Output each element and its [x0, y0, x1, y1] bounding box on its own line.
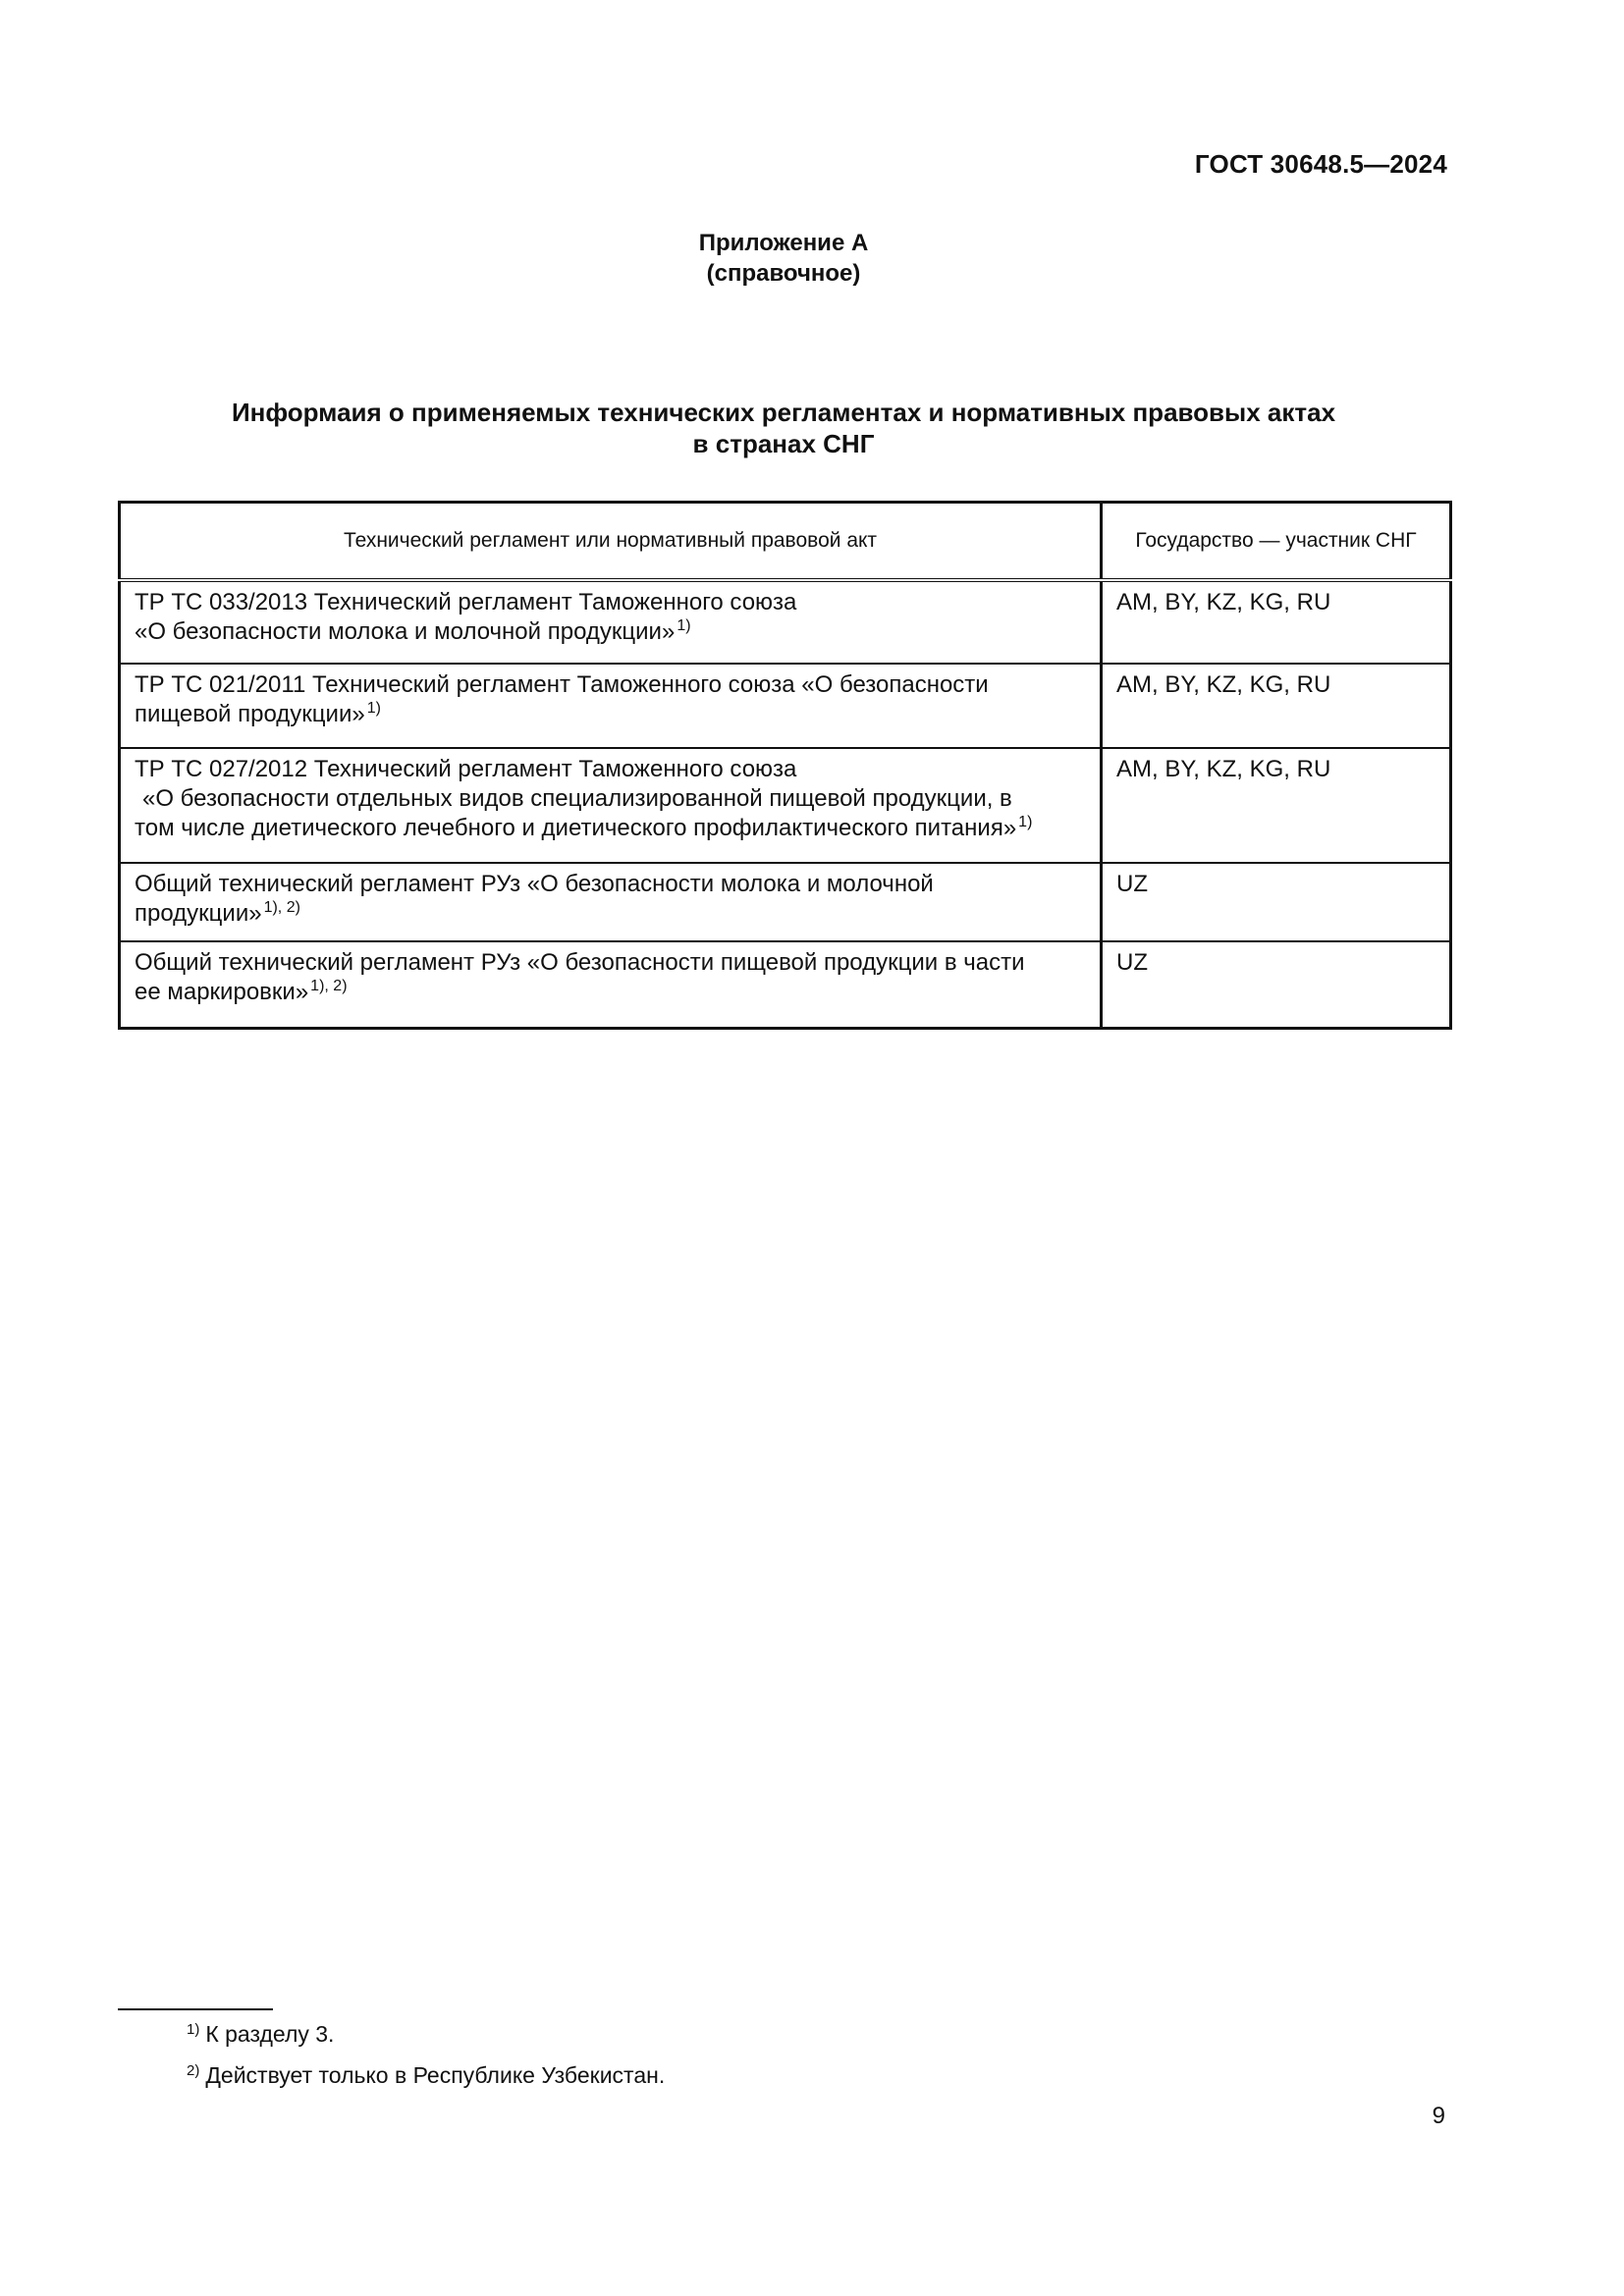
state-cell: AM, BY, KZ, KG, RU	[1102, 580, 1451, 664]
table-row	[120, 863, 1451, 941]
regulation-text: «О безопасности молока и молочной продукции» $^{1)}$	[135, 617, 691, 645]
regulation-cell	[120, 941, 1102, 1029]
footnote-mark: 1)	[187, 2021, 200, 2038]
column-header-regulation: Технический регламент или нормативный правовой акт	[120, 503, 1102, 581]
regulation-text: продукции» $^{1), 2)}$	[135, 899, 300, 927]
regulation-text: пищевой продукции» $^{1)}$	[135, 700, 381, 727]
table-row	[120, 664, 1451, 748]
regulations-table	[118, 501, 1452, 1030]
regulation-text: ТР ТС 021/2011 Технический регламент Таможенного союза «О безопасности	[135, 671, 989, 698]
state-cell: AM, BY, KZ, KG, RU	[1102, 748, 1451, 863]
regulation-cell	[120, 863, 1102, 941]
footnote-text: Действует только в Республике Узбекистан.	[205, 2062, 666, 2088]
regulation-text: Общий технический регламент РУз «О безопасности молока и молочной	[135, 871, 934, 897]
appendix-title	[0, 397, 1567, 459]
appendix-title-line: в странах СНГ	[692, 429, 875, 458]
page-number: 9	[1432, 2103, 1445, 2129]
regulation-text: ТР ТС 027/2012 Технический регламент Таможенного союза	[135, 756, 797, 782]
footnote-ref: 1)	[366, 700, 381, 717]
footnote-ref: 1)	[677, 617, 691, 634]
table-row	[120, 941, 1451, 1029]
state-cell: AM, BY, KZ, KG, RU	[1102, 664, 1451, 748]
regulation-text: Общий технический регламент РУз «О безопасности пищевой продукции в части	[135, 949, 1025, 976]
appendix-title-line: Информаия о применяемых технических регламентах и нормативных правовых актах	[231, 398, 1336, 427]
footnote-ref: 1), 2)	[263, 899, 300, 916]
table-row	[120, 580, 1451, 664]
table-row	[120, 748, 1451, 863]
state-cell: UZ	[1102, 863, 1451, 941]
footnote	[187, 2061, 665, 2089]
footnote-ref: 1), 2)	[310, 978, 348, 994]
footnote-separator	[118, 2008, 273, 2010]
footnote-mark: 2)	[187, 2062, 200, 2079]
document-code: ГОСТ 30648.5—2024	[1194, 149, 1447, 179]
regulation-text: ее маркировки» $^{1), 2)}$	[135, 978, 348, 1005]
table-header-row	[120, 503, 1451, 581]
regulation-text: «О безопасности отдельных видов специализированной пищевой продукции, в	[142, 785, 1012, 812]
footnote-text: К разделу 3.	[205, 2021, 335, 2047]
footnote	[187, 2020, 334, 2048]
regulation-cell	[120, 580, 1102, 664]
column-header-state: Государство — участник СНГ	[1102, 503, 1451, 581]
regulation-text: ТР ТС 033/2013 Технический регламент Таможенного союза	[135, 589, 797, 615]
regulation-cell	[120, 748, 1102, 863]
appendix-label: Приложение А	[698, 230, 869, 256]
footnote-ref: 1)	[1018, 814, 1033, 830]
appendix-heading	[0, 228, 1567, 289]
state-cell: UZ	[1102, 941, 1451, 1029]
appendix-type: (справочное)	[706, 260, 861, 287]
regulation-cell	[120, 664, 1102, 748]
regulation-text: том числе диетического лечебного и диетического профилактического питания» $^{1)}$	[135, 814, 1033, 841]
